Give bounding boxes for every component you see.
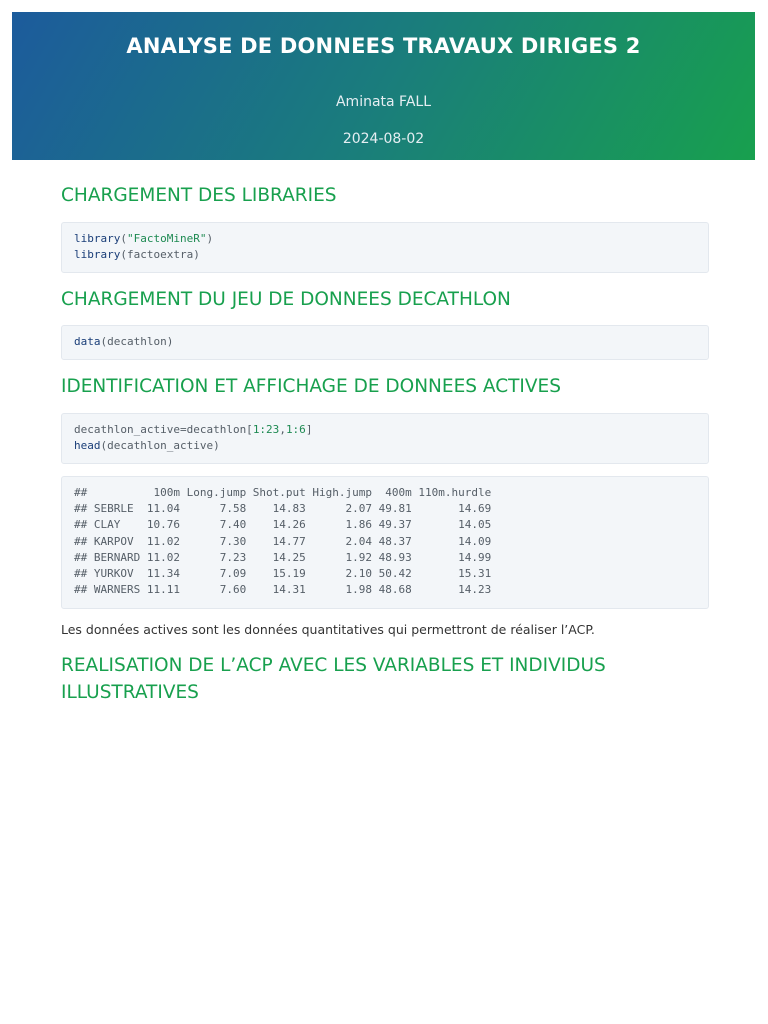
- output-line: ## CLAY 10.76 7.40 14.26 1.86 49.37 14.05: [74, 518, 492, 532]
- output-block-active-data: [61, 476, 709, 609]
- code-block-active-data: [61, 413, 709, 464]
- code-block-libraries: [61, 222, 709, 273]
- code-line: library("FactoMineR"): [74, 232, 214, 245]
- output-line: ## BERNARD 11.02 7.23 14.25 1.92 48.93 14.99: [74, 550, 492, 564]
- output-line: ## WARNERS 11.11 7.60 14.31 1.98 48.68 14.23: [74, 583, 492, 597]
- output-line: ## YURKOV 11.34 7.09 15.19 2.10 50.42 15.31: [74, 567, 492, 581]
- output-line: ## 100m Long.jump Shot.put High.jump 400m 110m.hurdle: [74, 486, 492, 499]
- section-heading-libraries: CHARGEMENT DES LIBRARIES: [61, 185, 337, 206]
- section-heading-active-data: IDENTIFICATION ET AFFICHAGE DE DONNEES ACTIVES: [61, 376, 561, 397]
- document-author: Aminata FALL: [335, 94, 432, 110]
- code-line: head(decathlon_active): [74, 439, 220, 453]
- section-heading-acp: REALISATION DE L’ACP AVEC LES VARIABLES ET INDIVIDUS ILLUSTRATIVES: [61, 655, 606, 703]
- code-block-dataset: [61, 325, 709, 360]
- title-banner: [12, 12, 755, 160]
- document-title: ANALYSE DE DONNEES TRAVAUX DIRIGES 2: [126, 34, 641, 58]
- code-line: decathlon_active=decathlon[1:23,1:6]: [74, 423, 313, 436]
- output-line: ## KARPOV 11.02 7.30 14.77 2.04 48.37 14.09: [74, 534, 492, 548]
- active-data-note: Les données actives sont les données quantitatives qui permettront de réaliser l’ACP.: [61, 622, 595, 637]
- document-date: 2024-08-02: [342, 131, 425, 147]
- code-line: library(factoextra): [74, 248, 200, 262]
- code-line: data(decathlon): [74, 335, 174, 348]
- output-line: ## SEBRLE 11.04 7.58 14.83 2.07 49.81 14.69: [74, 502, 492, 516]
- section-heading-dataset: CHARGEMENT DU JEU DE DONNEES DECATHLON: [61, 289, 511, 310]
